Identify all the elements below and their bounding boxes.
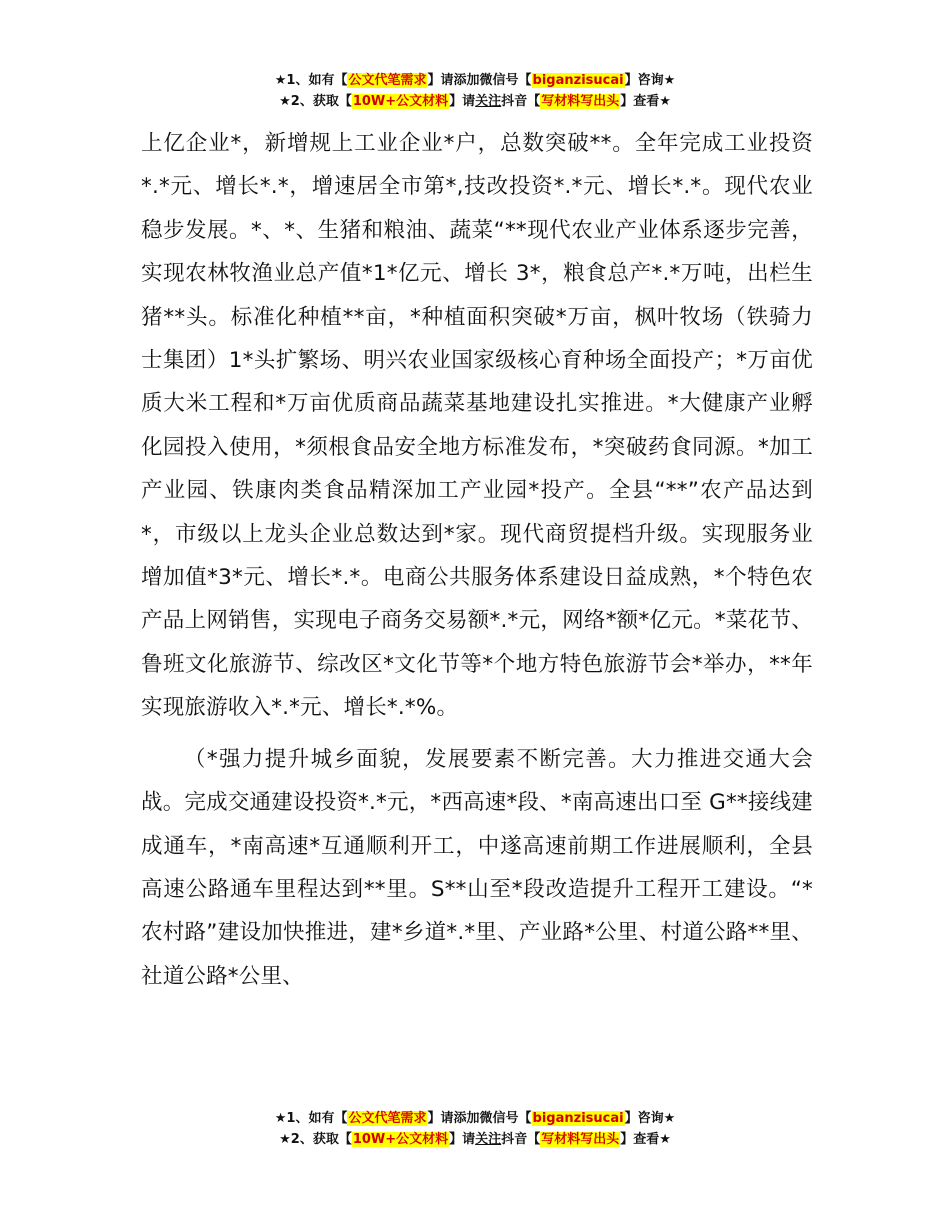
banner-text: 】咨询★	[624, 1111, 676, 1126]
highlight-materials: 10W+公文材料	[352, 1132, 449, 1147]
banner-text: ★2、获取【	[279, 1132, 352, 1147]
footer-banner	[0, 1108, 950, 1150]
paragraph-2: （*强力提升城乡面貌，发展要素不断完善。大力推进交通大会战。完成交通建设投资*.*元，*西高速*段、*南高速出口至 G**接线建成通车，*南高速*互通顺利开工，中遂高速前期工作进展顺利，全县高速公路通车里程达到**里。S**山至*段改造提升工程开工建设。“*农村路”建设加快推进，建*乡道*.*里、产业路*公里、村道公路**里、社道公路*公里、	[141, 746, 813, 989]
highlight-douyin: 写材料写出头	[541, 94, 620, 109]
banner-text: 】查看★	[620, 1132, 671, 1147]
banner-text: 】请	[449, 94, 476, 109]
banner-text: 】请	[427, 73, 454, 88]
highlight-wechat-id: biganzisucai	[532, 73, 624, 88]
banner-line-2	[0, 91, 950, 112]
banner-text: 抖音【	[501, 94, 541, 109]
banner-line-2	[0, 1129, 950, 1150]
banner-text: 】请	[427, 1111, 454, 1126]
banner-text: 】查看★	[620, 94, 671, 109]
banner-text: 】请	[449, 1132, 476, 1147]
highlight-ghostwriting: 公文代笔需求	[348, 73, 427, 88]
banner-text: 添加	[453, 73, 480, 88]
highlight-douyin: 写材料写出头	[541, 1132, 620, 1147]
banner-text: 添加	[453, 1111, 480, 1126]
banner-text: 微信号【	[479, 73, 532, 88]
banner-text: 关注	[475, 1132, 502, 1147]
paragraph-1: 上亿企业*，新增规上工业企业*户，总数突破**。全年完成工业投资*.*元、增长*.*，增速居全市第*,技改投资*.*元、增长*.*。现代农业稳步发展。*、*、生猪和粮油、蔬菜“**现代农业产业体系逐步完善，实现农林牧渔业总产值*1*亿元、增长 3*，粮食总产*.*万吨，出栏生猪**头。标准化种植**亩，*种植面积突破*万亩，枫叶牧场（铁骑力士集团）1*头扩繁场、明兴农业国家级核心育种场全面投产；*万亩优质大米工程和*万亩优质商品蔬菜基地建设扎实推进。*大健康产业孵化园投入使用，*须根食品安全地方标准发布，*突破药食同源。*加工产业园、铁康肉类食品精深加工产业园*投产。全县“**”农产品达到*，市级以上龙头企业总数达到*家。现代商贸提档升级。实现服务业增加值*3*元、增长*.*。电商公共服务体系建设日益成熟，*个特色农产品上网销售，实现电子商务交易额*.*元，网络*额*亿元。*菜花节、鲁班文化旅游节、综改区*文化节等*个地方特色旅游节会*举办，**年实现旅游收入*.*元、增长*.*%。	[141, 131, 813, 721]
banner-line-1	[0, 70, 950, 91]
banner-text: ★2、获取【	[279, 94, 352, 109]
banner-text: 】咨询★	[624, 73, 676, 88]
banner-text: 关注	[475, 94, 502, 109]
highlight-materials: 10W+公文材料	[352, 94, 449, 109]
banner-text: ★1、如有【	[274, 73, 348, 88]
banner-text: 抖音【	[501, 1132, 541, 1147]
banner-text: 微信号【	[479, 1111, 532, 1126]
banner-text: ★1、如有【	[274, 1111, 348, 1126]
header-banner	[0, 70, 950, 112]
highlight-ghostwriting: 公文代笔需求	[348, 1111, 427, 1126]
banner-line-1	[0, 1108, 950, 1129]
highlight-wechat-id: biganzisucai	[532, 1111, 624, 1126]
document-body	[141, 122, 813, 998]
